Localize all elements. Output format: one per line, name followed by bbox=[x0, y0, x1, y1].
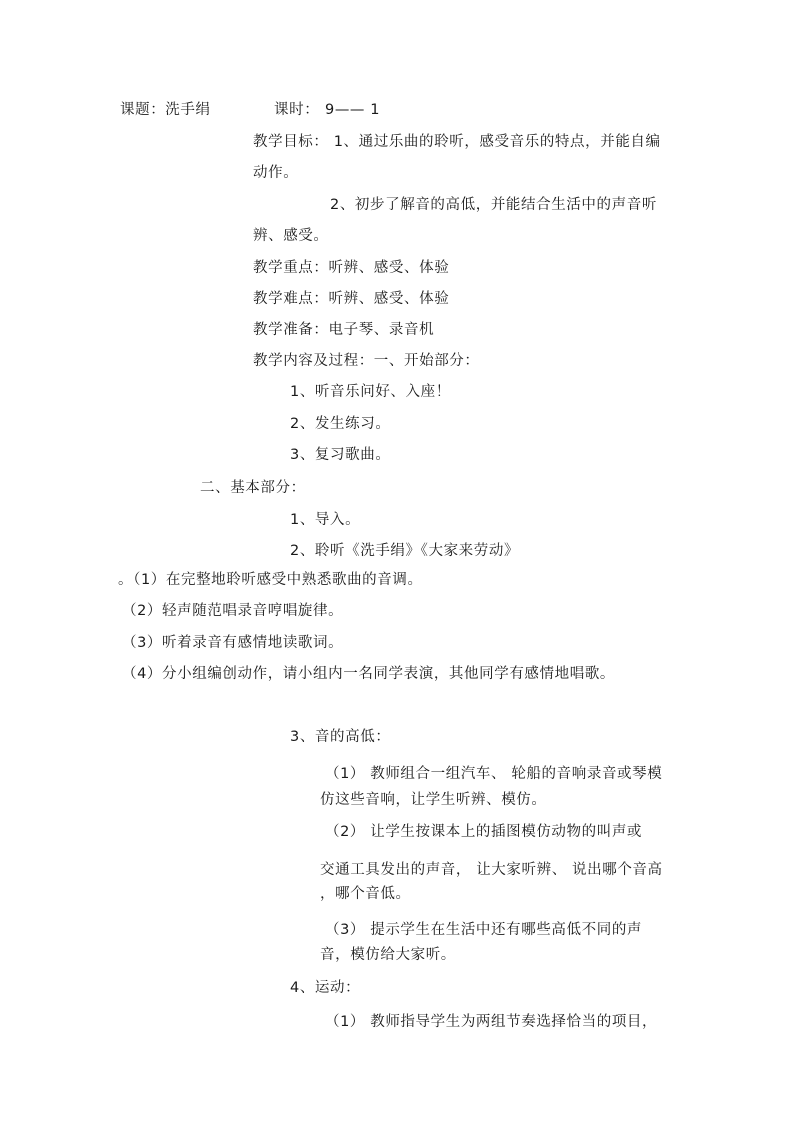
pitch-line: 音，模仿给大家听。 bbox=[320, 947, 456, 963]
pitch-line: ，哪个音低。 bbox=[320, 886, 411, 902]
pitch-line: （3） 提示学生在生活中还有哪些高低不同的声 bbox=[325, 922, 643, 938]
pitch-line: （1） 教师组合一组汽车、 轮船的音响录音或琴模 bbox=[325, 766, 663, 782]
objectives-line-4: 辨、感受。 bbox=[253, 228, 329, 244]
preparation: 教学准备：电子琴、录音机 bbox=[253, 322, 435, 338]
listening-step: （3）听着录音有感情地读歌词。 bbox=[122, 635, 344, 651]
opening-item: 3、复习歌曲。 bbox=[290, 447, 391, 463]
process-title: 教学内容及过程：一、开始部分： bbox=[253, 353, 480, 369]
listening-step: 。（1）在完整地聆听感受中熟悉歌曲的音调。 bbox=[118, 572, 423, 588]
listening-step: （4）分小组编创动作，请小组内一名同学表演，其他同学有感情地唱歌。 bbox=[122, 666, 616, 682]
basic-item: 2、聆听《洗手绢》《大家来劳动》 bbox=[290, 543, 520, 559]
objectives-line-2: 动作。 bbox=[253, 165, 299, 181]
opening-item: 2、发生练习。 bbox=[290, 416, 391, 432]
objectives-line-3: 2、初步了解音的高低，并能结合生活中的声音听 bbox=[330, 197, 657, 213]
difficult-points: 教学难点：听辨、感受、体验 bbox=[253, 291, 450, 307]
pitch-line: 交通工具发出的声音， 让大家听辨、 说出哪个音高 bbox=[320, 862, 663, 878]
pitch-line: （2） 让学生按课本上的插图模仿动物的叫声或 bbox=[325, 824, 643, 840]
period-value: 9—— 1 bbox=[325, 102, 381, 118]
listening-step: （2）轻声随范唱录音哼唱旋律。 bbox=[122, 603, 344, 619]
pitch-line: 仿这些音响，让学生听辨、模仿。 bbox=[320, 792, 547, 808]
objectives-line-1: 教学目标： 1、通过乐曲的聆听，感受音乐的特点，并能自编 bbox=[253, 134, 661, 150]
basic-item: 1、导入。 bbox=[290, 512, 361, 528]
basic-title: 二、基本部分： bbox=[200, 480, 306, 496]
topic-label: 课题：洗手绢 bbox=[120, 102, 211, 118]
opening-item: 1、听音乐问好、入座！ bbox=[290, 384, 451, 400]
movement-line: （1） 教师指导学生为两组节奏选择恰当的项目， bbox=[325, 1014, 658, 1030]
key-points: 教学重点：听辨、感受、体验 bbox=[253, 260, 450, 276]
movement-title: 4、运动： bbox=[290, 980, 361, 996]
pitch-title: 3、音的高低： bbox=[290, 729, 391, 745]
period-label: 课时： bbox=[274, 102, 320, 118]
